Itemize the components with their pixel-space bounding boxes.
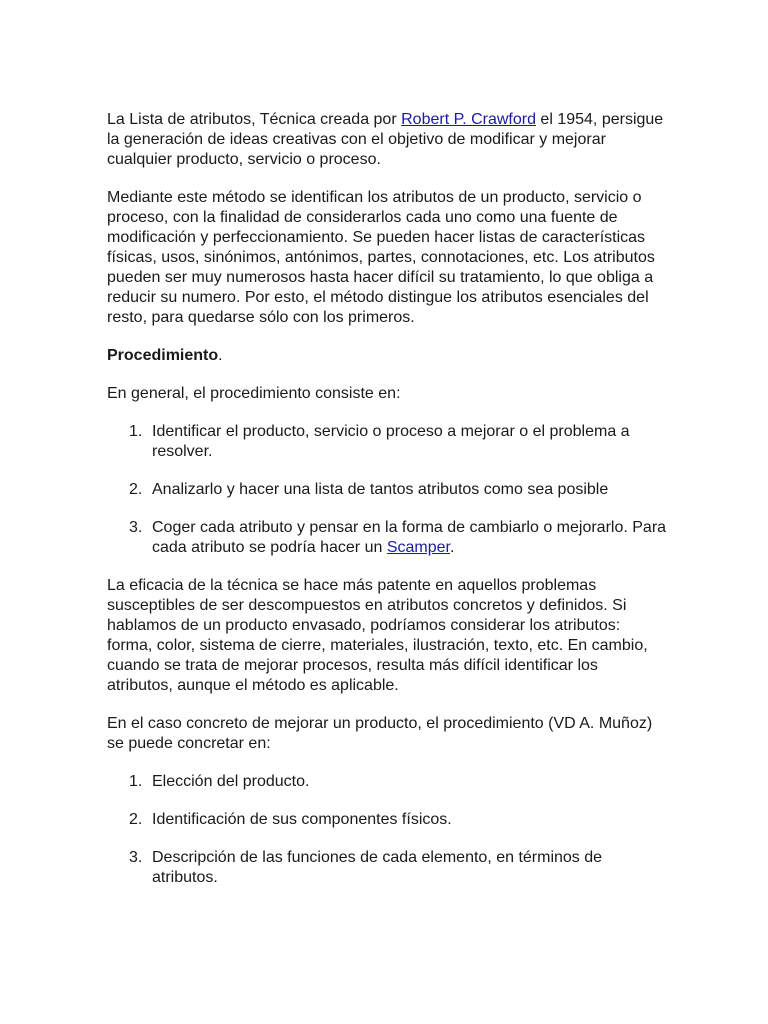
procedure-heading-text: Procedimiento — [107, 347, 219, 364]
list-item-text: Identificación de sus componentes físicos. — [152, 811, 452, 828]
list-item — [107, 848, 667, 888]
procedure-heading-period: . — [218, 347, 223, 364]
list-item-number: 1. — [129, 773, 143, 790]
list-item-text: Identificar el producto, servicio o proceso a mejorar o el problema a resolver. — [152, 423, 630, 460]
procedure-heading — [107, 346, 667, 366]
list-item — [107, 422, 667, 462]
document-body — [107, 110, 667, 906]
list-item-number: 3. — [129, 519, 143, 536]
list-item-number: 2. — [129, 811, 143, 828]
intro-text-end: el 1954, persigue la generación de ideas creativas con el objetivo de modificar y mejorar cualquier producto, servicio o proceso. — [107, 111, 664, 168]
product-steps-list — [107, 772, 667, 888]
list-item-number: 3. — [129, 849, 143, 866]
product-case-paragraph: En el caso concreto de mejorar un producto, el procedimiento (VD A. Muñoz) se puede concretar en: — [107, 715, 653, 752]
list-item — [107, 810, 667, 830]
list-item-text: Coger cada atributo y pensar en la forma de cambiarlo o mejorarlo. Para cada atributo se podría hacer un — [152, 519, 667, 556]
list-item-text: Analizarlo y hacer una lista de tantos atributos como sea posible — [152, 481, 609, 498]
intro-text-start: La Lista de atributos, Técnica creada por — [107, 111, 402, 128]
list-item-text: Elección del producto. — [152, 773, 310, 790]
list-item — [107, 772, 667, 792]
intro-paragraph — [107, 110, 667, 170]
list-item-text: Descripción de las funciones de cada elemento, en términos de atributos. — [152, 849, 603, 886]
list-item — [107, 480, 667, 500]
scamper-link[interactable]: Scamper — [386, 539, 450, 556]
list-item — [107, 518, 667, 558]
list-item-text-end: . — [449, 539, 455, 556]
general-steps-list — [107, 422, 667, 558]
general-intro-paragraph: En general, el procedimiento consiste en: — [107, 385, 401, 402]
list-item-number: 1. — [129, 423, 143, 440]
method-paragraph: Mediante este método se identifican los atributos de un producto, servicio o proceso, con la finalidad de considerarlos cada uno como una fuente de modificación y perfeccionamiento. Se pueden hacer listas de características físicas, usos, sinónimos, antónimos, partes, connotaciones, etc. Los atributos pueden ser muy numerosos hasta hacer difícil su tratamiento, lo que obliga a reducir su numero. Por esto, el método distingue los atributos esenciales del resto, para quedarse sólo con los primeros. — [107, 189, 655, 326]
crawford-link[interactable]: Robert P. Crawford — [401, 111, 536, 128]
list-item-number: 2. — [129, 481, 143, 498]
efficacy-paragraph: La eficacia de la técnica se hace más patente en aquellos problemas susceptibles de ser descompuestos en atributos concretos y definidos. Si hablamos de un producto envasado, podríamos considerar los atributos: forma, color, sistema de cierre, materiales, ilustración, texto, etc. En cambio, cuando se trata de mejorar procesos, resulta más difícil identificar los atributos, aunque el método es aplicable. — [107, 577, 648, 694]
